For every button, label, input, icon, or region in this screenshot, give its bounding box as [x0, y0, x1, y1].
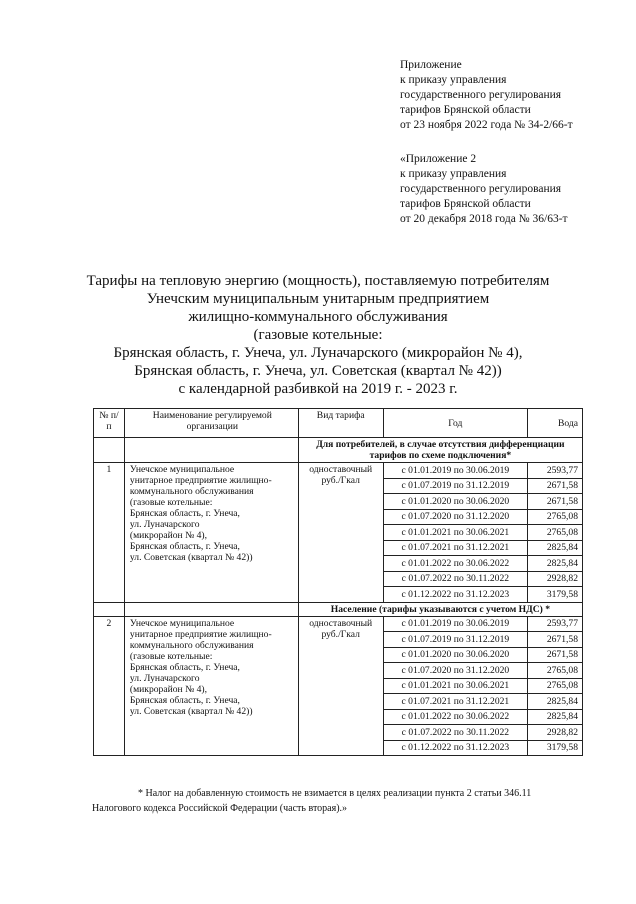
water-tariff-value: 2825,84 — [528, 709, 583, 725]
organization-line: Брянская область, г. Унеча, — [129, 508, 240, 519]
organization-name — [124, 616, 298, 756]
period-cell: с 01.01.2019 по 30.06.2019 — [383, 616, 527, 632]
water-tariff-value: 2765,08 — [528, 509, 583, 525]
organization-line: Брянская область, г. Унеча, — [129, 694, 240, 706]
period-cell: с 01.12.2022 по 31.12.2023 — [383, 740, 527, 756]
organization-line: коммунального обслуживания — [129, 639, 254, 651]
annex-line: государственного регулирования — [400, 183, 562, 195]
water-tariff-value: 2671,58 — [528, 494, 583, 510]
period-cell: с 01.12.2022 по 31.12.2023 — [383, 587, 527, 603]
water-tariff-value: 2765,08 — [528, 525, 583, 541]
header-org: Наименование регулируемой организации — [124, 409, 298, 438]
header-num: № п/п — [94, 409, 125, 438]
title-line: Унечским муниципальным унитарным предприятием — [146, 291, 490, 307]
table-row — [94, 463, 583, 479]
row-number: 1 — [94, 463, 125, 603]
period-cell: с 01.07.2020 по 31.12.2020 — [383, 509, 527, 525]
header-year: Год — [383, 409, 527, 438]
tariff-type-line: одноставочный — [309, 464, 373, 475]
annex-line: от 23 ноября 2022 года № 34-2/66-т — [400, 119, 573, 131]
water-tariff-value: 2593,77 — [528, 463, 583, 479]
organization-line: Унечское муниципальное — [129, 617, 235, 629]
period-cell: с 01.01.2019 по 30.06.2019 — [383, 463, 527, 479]
period-cell: с 01.01.2022 по 30.06.2022 — [383, 556, 527, 572]
annex-block-original — [400, 152, 568, 227]
tariff-table — [93, 408, 583, 756]
water-tariff-value: 2671,58 — [528, 647, 583, 663]
period-cell: с 01.07.2022 по 30.11.2022 — [383, 725, 527, 741]
organization-line: (газовые котельные: — [129, 497, 213, 508]
organization-line: (газовые котельные: — [129, 650, 213, 662]
period-cell: с 01.01.2021 по 30.06.2021 — [383, 678, 527, 694]
annex-line: «Приложение 2 — [400, 153, 477, 165]
annex-line: от 20 декабря 2018 года № 36/63-т — [400, 213, 568, 225]
water-tariff-value: 2928,82 — [528, 725, 583, 741]
organization-line: ул. Луначарского — [129, 519, 200, 530]
section-row — [94, 438, 583, 463]
tariff-type — [298, 616, 383, 756]
period-cell: с 01.01.2022 по 30.06.2022 — [383, 709, 527, 725]
water-tariff-value: 3179,58 — [528, 740, 583, 756]
tariff-type-line: одноставочный — [309, 617, 373, 629]
annex-line: государственного регулирования — [400, 89, 562, 101]
period-cell: с 01.07.2019 по 31.12.2019 — [383, 478, 527, 494]
title-line: Брянская область, г. Унеча, ул. Луначарского (микрорайон № 4), — [113, 345, 523, 361]
annex-line: к приказу управления — [400, 74, 507, 86]
annex-line: к приказу управления — [400, 168, 507, 180]
title-line: Брянская область, г. Унеча, ул. Советская (квартал № 42)) — [134, 363, 502, 379]
period-cell: с 01.07.2021 по 31.12.2021 — [383, 540, 527, 556]
period-cell: с 01.07.2021 по 31.12.2021 — [383, 694, 527, 710]
title-line: жилищно-коммунального обслуживания — [188, 309, 448, 325]
tariff-type-line: руб./Гкал — [321, 475, 360, 486]
water-tariff-value: 2825,84 — [528, 556, 583, 572]
title-line: с календарной разбивкой на 2019 г. - 2023 г. — [178, 381, 458, 397]
organization-line: унитарное предприятие жилищно- — [129, 628, 272, 640]
annex-line: Приложение — [400, 59, 462, 71]
water-tariff-value: 2928,82 — [528, 571, 583, 587]
period-cell: с 01.01.2020 по 30.06.2020 — [383, 494, 527, 510]
row-number: 2 — [94, 616, 125, 756]
period-cell: с 01.01.2021 по 30.06.2021 — [383, 525, 527, 541]
footnote — [92, 786, 602, 816]
header-tariff: Вид тарифа — [298, 409, 383, 438]
organization-line: коммунального обслуживания — [129, 486, 254, 497]
organization-line: (микрорайон № 4), — [129, 683, 208, 695]
organization-line: (микрорайон № 4), — [129, 530, 208, 541]
tariff-type — [298, 463, 383, 603]
section-label: Население (тарифы указываются с учетом НДС) * — [298, 602, 582, 616]
table-body — [94, 438, 583, 756]
water-tariff-value: 2765,08 — [528, 663, 583, 679]
organization-line: Унечское муниципальное — [129, 464, 235, 475]
period-cell: с 01.07.2022 по 30.11.2022 — [383, 571, 527, 587]
header-water: Вода — [528, 409, 583, 438]
organization-line: Брянская область, г. Унеча, — [129, 541, 240, 552]
water-tariff-value: 3179,58 — [528, 587, 583, 603]
section-row — [94, 602, 583, 616]
annex-block-current — [400, 58, 573, 133]
organization-line: ул. Советская (квартал № 42)) — [129, 705, 253, 717]
table-row — [94, 616, 583, 632]
title-line: (газовые котельные: — [253, 327, 383, 343]
period-cell: с 01.07.2019 по 31.12.2019 — [383, 632, 527, 648]
table-header-row — [94, 409, 583, 438]
period-cell: с 01.01.2020 по 30.06.2020 — [383, 647, 527, 663]
organization-line: ул. Луначарского — [129, 672, 200, 684]
organization-line: ул. Советская (квартал № 42)) — [129, 552, 253, 563]
annex-line: тарифов Брянской области — [400, 104, 531, 116]
tariff-type-line: руб./Гкал — [321, 628, 360, 640]
footnote-line: Налогового кодекса Российской Федерации (часть вторая).» — [92, 803, 348, 814]
section-label: Для потребителей, в случае отсутствия дифференциации тарифов по схеме подключения* — [298, 438, 582, 463]
water-tariff-value: 2825,84 — [528, 540, 583, 556]
water-tariff-value: 2671,58 — [528, 478, 583, 494]
water-tariff-value: 2825,84 — [528, 694, 583, 710]
annex-line: тарифов Брянской области — [400, 198, 531, 210]
organization-line: унитарное предприятие жилищно- — [129, 475, 272, 486]
water-tariff-value: 2593,77 — [528, 616, 583, 632]
organization-name — [124, 463, 298, 603]
footnote-line: * Налог на добавленную стоимость не взимается в целях реализации пункта 2 статьи 346.11 — [138, 788, 532, 799]
organization-line: Брянская область, г. Унеча, — [129, 661, 240, 673]
title-line: Тарифы на тепловую энергию (мощность), поставляемую потребителям — [86, 273, 550, 289]
period-cell: с 01.07.2020 по 31.12.2020 — [383, 663, 527, 679]
water-tariff-value: 2765,08 — [528, 678, 583, 694]
water-tariff-value: 2671,58 — [528, 632, 583, 648]
document-title — [60, 272, 576, 398]
